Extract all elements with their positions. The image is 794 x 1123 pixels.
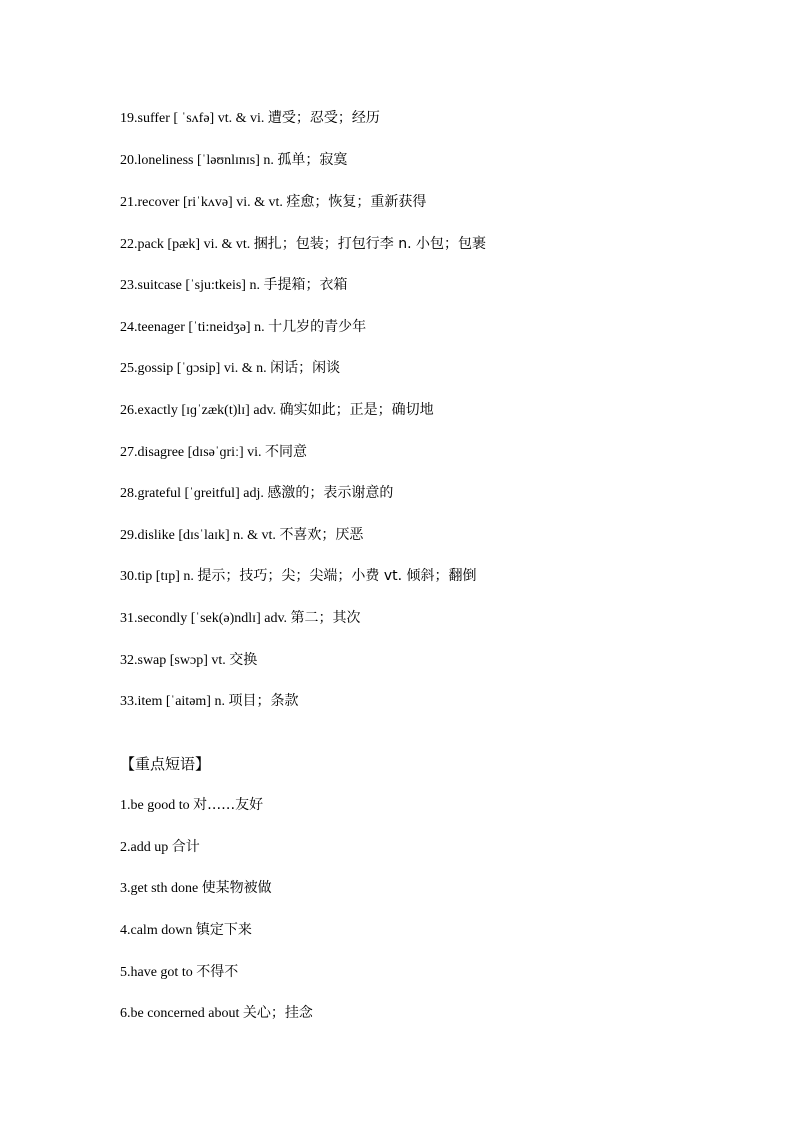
vocab-english: 28.grateful [ˈɡreitful] adj.: [120, 486, 268, 501]
phrase-english: 5.have got to: [120, 965, 197, 980]
vocab-english: 29.dislike [dɪsˈlaɪk] n. & vt.: [120, 528, 280, 543]
vocab-entry: [120, 358, 340, 379]
vocab-entry: [120, 608, 361, 629]
vocab-entry: [120, 525, 363, 546]
phrase-chinese: 镇定下来: [195, 922, 252, 938]
phrase-entry: [120, 795, 263, 816]
vocab-chinese: 提示；技巧；尖；尖端；小费 vt. 倾斜；翻倒: [197, 568, 477, 584]
vocab-english: 21.recover [riˈkʌvə] vi. & vt.: [120, 195, 287, 210]
vocab-english: 27.disagree [dɪsəˈɡriː] vi.: [120, 445, 266, 460]
vocab-chinese: 确实如此；正是；确切地: [279, 402, 434, 418]
phrase-chinese: 关心；挂念: [242, 1005, 313, 1021]
vocab-english: 30.tip [tɪp] n.: [120, 569, 198, 584]
vocab-english: 23.suitcase [ˈsju:tkeis] n.: [120, 278, 264, 293]
vocab-entry: [120, 275, 347, 296]
vocab-chinese: 闲话；闲谈: [270, 360, 341, 376]
phrase-chinese: 不得不: [196, 964, 239, 980]
phrase-english: 2.add up: [120, 840, 172, 855]
vocab-english: 26.exactly [ɪɡˈzæk(t)lɪ] adv.: [120, 403, 280, 418]
section-heading-key-phrases: 【重点短语】: [120, 755, 211, 773]
vocab-english: 24.teenager [ˈti:neidʒə] n.: [120, 320, 269, 335]
phrase-entry: [120, 1003, 313, 1024]
vocab-chinese: 不同意: [265, 444, 308, 460]
phrase-chinese: 对……友好: [193, 797, 264, 813]
vocab-entry: [120, 108, 380, 129]
vocab-entry: [120, 192, 426, 213]
vocab-english: 25.gossip [ˈɡɔsip] vi. & n.: [120, 361, 271, 376]
vocab-chinese: 痊愈；恢复；重新获得: [286, 194, 427, 210]
vocab-chinese: 遭受；忍受；经历: [267, 110, 380, 126]
vocab-english: 31.secondly [ˈsek(ə)ndlɪ] adv.: [120, 611, 291, 626]
vocab-chinese: 交换: [229, 652, 258, 668]
phrase-english: 6.be concerned about: [120, 1006, 243, 1021]
vocab-entry: [120, 317, 366, 338]
vocab-entry: [120, 691, 298, 712]
vocab-entry: [120, 650, 257, 671]
vocab-english: 33.item [ˈaitəm] n.: [120, 694, 229, 709]
vocab-english: 22.pack [pæk] vi. & vt.: [120, 237, 254, 252]
phrase-entry: [120, 962, 238, 983]
vocab-chinese: 不喜欢；厌恶: [279, 527, 364, 543]
vocab-english: 19.suffer [ ˈsʌfə] vt. & vi.: [120, 111, 268, 126]
vocab-entry: [120, 483, 393, 504]
vocab-entry: [120, 150, 347, 171]
vocab-english: 20.loneliness [ˈləʊnlɪnɪs] n.: [120, 153, 278, 168]
vocab-entry: [120, 566, 477, 587]
vocab-chinese: 第二；其次: [290, 610, 361, 626]
phrase-chinese: 合计: [171, 839, 200, 855]
phrase-english: 1.be good to: [120, 798, 194, 813]
vocab-entry: [120, 400, 434, 421]
vocab-chinese: 孤单；寂寞: [277, 152, 348, 168]
vocab-chinese: 项目；条款: [228, 693, 299, 709]
vocab-entry: [120, 442, 307, 463]
vocab-chinese: 捆扎；包装；打包行李 n. 小包；包裹: [253, 236, 486, 252]
phrase-entry: [120, 920, 252, 941]
phrase-entry: [120, 878, 272, 899]
vocab-english: 32.swap [swɔp] vt.: [120, 653, 230, 668]
phrase-english: 3.get sth done: [120, 881, 202, 896]
vocab-chinese: 手提箱；衣箱: [263, 277, 348, 293]
phrase-english: 4.calm down: [120, 923, 196, 938]
vocab-chinese: 感激的；表示谢意的: [267, 485, 394, 501]
phrase-chinese: 使某物被做: [201, 880, 272, 896]
vocab-entry: [120, 234, 486, 255]
vocab-chinese: 十几岁的青少年: [268, 319, 367, 335]
phrase-entry: [120, 837, 200, 858]
